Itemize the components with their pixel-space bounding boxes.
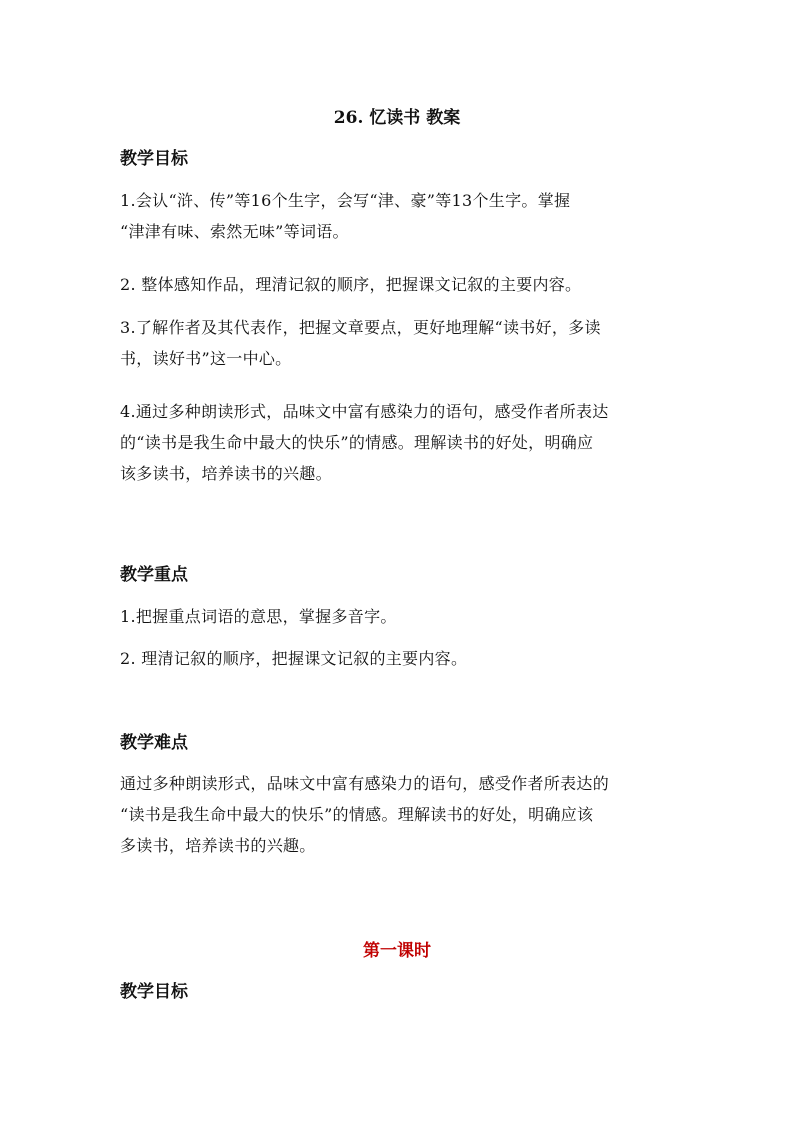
difficulties-line-3: 多读书，培养读书的兴趣。 bbox=[120, 836, 316, 855]
objective-item-1 bbox=[120, 185, 680, 247]
difficulties-paragraph bbox=[120, 768, 680, 861]
objective-1-line-1: 1.会认“浒、传”等16个生字，会写“津、豪”等13个生字。掌握 bbox=[120, 191, 571, 210]
key-point-item-1 bbox=[120, 601, 680, 632]
document-title: 26. 忆读书 教案 bbox=[333, 108, 461, 128]
objective-3-line-2: 书，读好书”这一中心。 bbox=[120, 349, 292, 368]
difficulties-heading: 教学难点 bbox=[120, 733, 188, 753]
lesson-one-objectives-heading: 教学目标 bbox=[120, 982, 188, 1002]
objectives-heading: 教学目标 bbox=[120, 149, 188, 169]
lesson-one-heading: 第一课时 bbox=[363, 941, 431, 961]
objective-item-2 bbox=[120, 269, 680, 300]
objective-2-line-1: 2. 整体感知作品，理清记叙的顺序，把握课文记叙的主要内容。 bbox=[120, 275, 582, 294]
key-point-1-line-1: 1.把握重点词语的意思，掌握多音字。 bbox=[120, 607, 397, 626]
objective-1-line-2: “津津有味、索然无味”等词语。 bbox=[120, 222, 349, 241]
objective-item-4 bbox=[120, 396, 680, 489]
objective-4-line-2: 的“读书是我生命中最大的快乐”的情感。理解读书的好处，明确应 bbox=[120, 433, 594, 452]
objective-3-line-1: 3.了解作者及其代表作，把握文章要点，更好地理解“读书好，多读 bbox=[120, 318, 601, 337]
difficulties-line-2: “读书是我生命中最大的快乐”的情感。理解读书的好处，明确应该 bbox=[120, 805, 594, 824]
key-point-item-2 bbox=[120, 643, 680, 674]
objective-4-line-3: 该多读书，培养读书的兴趣。 bbox=[120, 464, 332, 483]
difficulties-line-1: 通过多种朗读形式，品味文中富有感染力的语句，感受作者所表达的 bbox=[120, 774, 610, 793]
key-points-heading: 教学重点 bbox=[120, 565, 188, 585]
objective-4-line-1: 4.通过多种朗读形式，品味文中富有感染力的语句，感受作者所表达 bbox=[120, 402, 609, 421]
key-point-2-line-1: 2. 理清记叙的顺序，把握课文记叙的主要内容。 bbox=[120, 649, 468, 668]
objective-item-3 bbox=[120, 312, 680, 374]
